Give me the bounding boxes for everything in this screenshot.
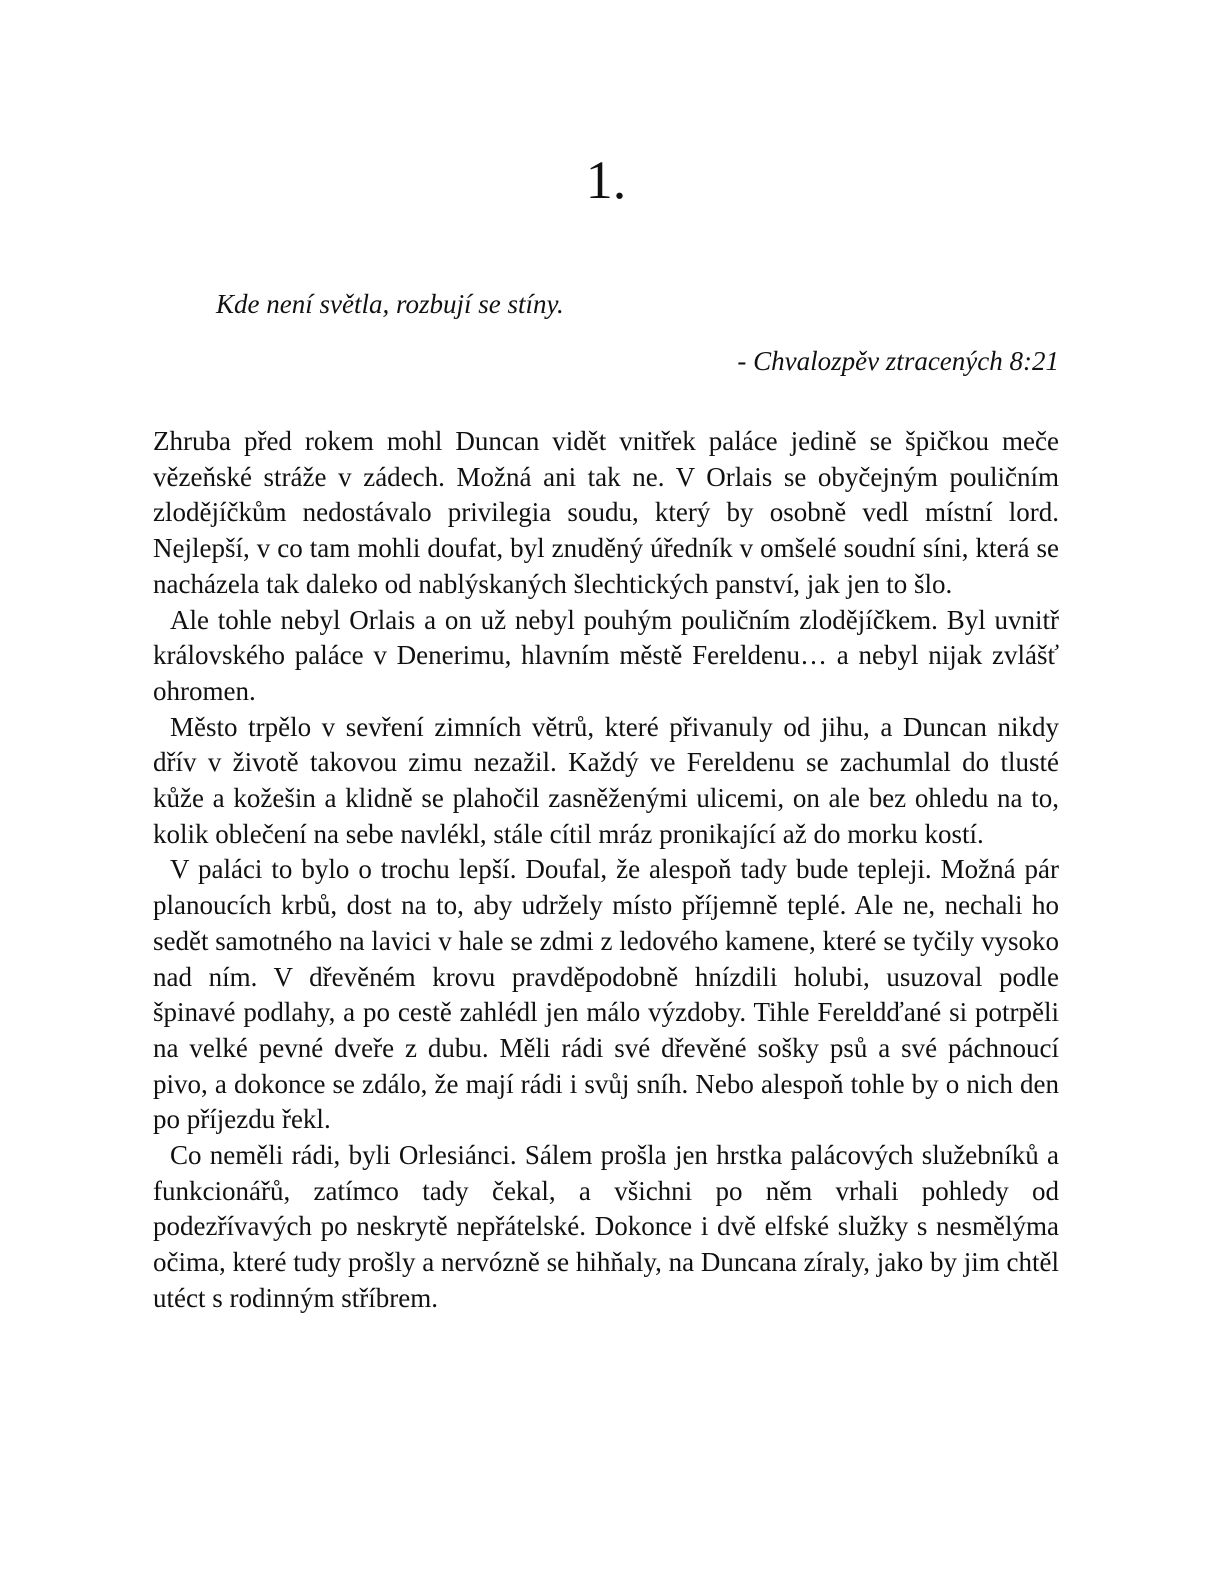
book-page	[153, 0, 1059, 1584]
chapter-number: 1.	[585, 150, 627, 210]
epigraph-source: - Chvalozpěv ztracených 8:21	[737, 346, 1059, 376]
paragraph: Město trpělo v sevření zimních větrů, které přivanuly od jihu, a Duncan nikdy dřív v životě takovou zimu nezažil. Každý ve Fereldenu se zachumlal do tlusté kůže a kožešin a klidně se plahočil zasněženými ulicemi, on ale bez ohledu na to, kolik oblečení na sebe navlékl, stále cítil mráz pronikající až do morku kostí.	[153, 711, 1059, 849]
paragraph: Co neměli rádi, byli Orlesiánci. Sálem prošla jen hrstka palácových služebníků a funkcionářů, zatímco tady čekal, a všichni po něm vrhali pohledy od podezřívavých po neskrytě nepřátelské. Dokonce i dvě elfské služky s nesmělýma očima, které tudy prošly a nervózně se hihňaly, na Duncana zíraly, jako by jim chtěl utéct s rodinným stříbrem.	[153, 1140, 1059, 1313]
epigraph-quote: Kde není světla, rozbují se stíny.	[216, 289, 564, 319]
chapter-body	[153, 424, 1059, 1317]
paragraph: Zhruba před rokem mohl Duncan vidět vnitřek paláce jedině se špičkou meče vězeňské stráže v zádech. Možná ani tak ne. V Orlais se obyčejným pouličním zlodějíčkům nedostávalo privilegia soudu, který by osobně vedl místní lord. Nejlepší, v co tam mohli doufat, byl znuděný úředník v omšelé soudní síni, která se nacházela tak daleko od nablýskaných šlechtických panství, jak jen to šlo.	[153, 426, 1059, 599]
paragraph: Ale tohle nebyl Orlais a on už nebyl pouhým pouličním zlodějíčkem. Byl uvnitř královského paláce v Denerimu, hlavním městě Fereldenu… a nebyl nijak zvlášť ohromen.	[153, 604, 1059, 706]
paragraph: V paláci to bylo o trochu lepší. Doufal, že alespoň tady bude tepleji. Možná pár planoucích krbů, dost na to, aby udržely místo příjemně teplé. Ale ne, nechali ho sedět samotného na lavici v hale se zdmi z ledového kamene, které se tyčily vysoko nad ním. V dřevěném krovu pravděpodobně hnízdili holubi, usuzoval podle špinavé podlahy, a po cestě zahlédl jen málo výzdoby. Tihle Fereldďané si potrpěli na velké pevné dveře z dubu. Měli rádi své dřevěné sošky psů a své páchnoucí pivo, a dokonce se zdálo, že mají rádi i svůj sníh. Nebo alespoň tohle by o nich den po příjezdu řekl.	[153, 854, 1059, 1135]
